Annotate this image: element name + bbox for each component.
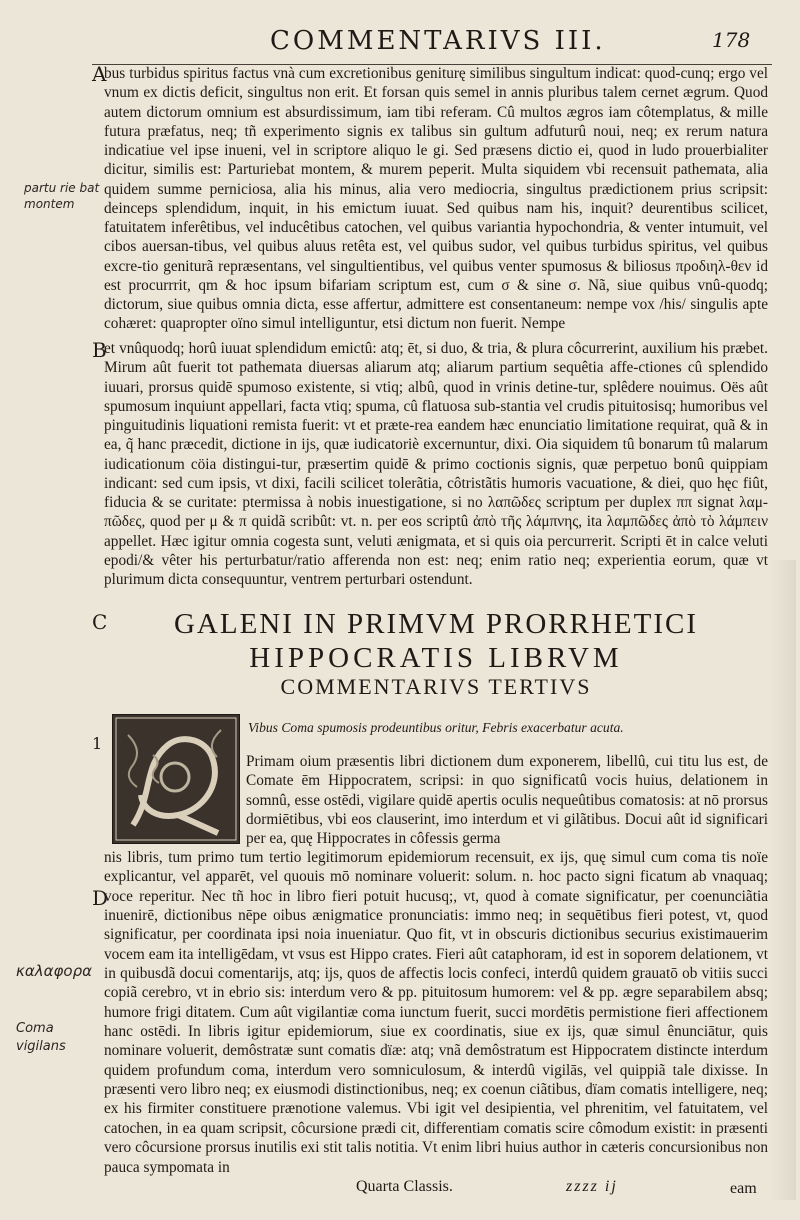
decorated-initial-q-icon [112,714,240,844]
section-heading-line3: COMMENTARIVS TERTIVS [280,674,592,699]
margin-number-1: 1 [92,734,103,753]
text-block-3-full [104,848,768,1177]
page-number: 178 [712,28,751,52]
margin-letter-d: D [92,886,109,910]
bleed-through-shadow [770,560,796,1200]
handwritten-note-3: Coma vigilans [16,1021,66,1054]
catchword: eam [730,1180,757,1197]
section-heading-line2: HIPPOCRATIS LIBRVM [249,642,623,674]
running-head [0,24,800,60]
margin-letter-b: B [92,338,107,362]
paragraph: Primam oium præsentis libri dictionem dum exponerem, libellû, cui titu lus est, de Comate ēm Hippocratem, scripsi: in quo significatû vocis huius, delationem in somnû, esse ostēdi, vigilare quidē apertis oculis nequeûtibus comatosis: at nō prorsus dormiētibus, vbi eos clauserint, imo interdum et vi gilãtibus. Docui aût id significari per ea, quę Hippocrates in côfessis germa [246,753,768,848]
text-block-2 [104,339,768,589]
ornament-icon [113,715,239,843]
page-footer [0,1178,800,1208]
paragraph: et vnûquodq; horû iuuat splendidum emictû: atq; ēt, si duo, & tria, & plura côcurrerint, auxilium his præbet. Mirum aût fuerit tot pathemata diuersas aliarum atq; aliarum partium sequêtia affe-ctiones cû splendido iuuari, prorsus quidē spumoso existente, si vtiq; albû, quod in vrinis detine-tur, splêdere nouimus. Oës aût spumosum inquiunt appellari, facta vtiq; spuma, cû flatuosa sub-stantia vel crudis pituitosisq; humoribus vel pinguitudinis liquationi remista fuerit: vt et præte-rea eandem hæc enunciatio limitatione requirat, quã & in ea, q̃ hanc præcedit, dictione in ijs, quæ iudicatoriè excernuntur, dixi. Oia siquidem tû bonarum tû malarum iudicationum cöia distingui-tur, præsertim quidē & primo coctionis signis, quæ perpetuo bonû quippiam indicant: sed cum ipsis, vt dixi, facili scilicet tolerãtia, côtristãtis humoris vacuatione, & diei, quo hęc fiût, fiducia & se curitate: ptermissa à nobis inuestigatione, si no λαπῶδες scriptum per duplex ππ signat λαμ-πῶδες, quod per μ & π quidã scribût: vt. n. per eos scriptû ἀπὸ τῆς λάμπνης, ita λαμπῶδες ἀπὸ τὸ λάμπειν appellet. Hæc igitur omnia cogesta sunt, veluti ænigmata, et si quis oia percurrerit. Scripti ēt in calce veluti epodi/& vêter his perturbatur/ratio afferenda non est: neq; enim ratio neq; experientia eorum, quæ vt plurimum dicta consequuntur, ventrem perturbari ostendunt. [104,340,768,588]
section-heading-line1: GALENI IN PRIMVM PRORRHETICI [173,608,699,640]
paragraph: nis libris, tum primo tum tertio legitimorum epidemiorum recensuit, ex ijs, quę simul cum coma tis noïe explicantur, vel apparēt, vel quouis mō nominare voluerit: solum. n. hoc pacto signi ficatum ab vnaquaq; voce reperitur. Nec tñ hoc in libro fieri potuit hucusq;, vt, quod à comate significatur, per coenunciãtia inuenirē, dictionibus nēpe oibus ænigmatice pronunciatis: immo neq; in sequētibus fieri potest, vt, quod significatur, per coordinata ipsi noia inueniatur. Quo fit, vt in obscuris dictionibus securius existimauerim vocem eam ita intelligēdam, vt vsus est Hippo crates. Fieri aût cataphoram, id est in soporem delationem, vt in quibusdã docui comentarijs, atq; ijs, quos de affectis locis confeci, interdû quidem grauatō ob vitiis succi copiã cerebro, vt in ebrio sis: interdum vero & pp. pituitosum humorem: vel & pp. ægre separabilem absq; humore frigi ditatem. Cum aût vigilantiæ coma iunctum fuerit, succi mordētis permistione fieri affectionem hanc ostēdi. In libris igitur epidemiorum, siue ex coordinatis, siue ex ijs, quæ simul ênunciātur, quis nominare voluerit, demôstratæ sunt comatis dïæ: atq; vnã demôstratum est Hippocratem distincte interdum quidem profundum coma, interdum vero somniculosum, & interdû vigilās, vel quippiã tale dixisse. In præsenti vero libro neq; ex eiusmodi distinctionibus, neq; ex coenun ciãtibus, dïam comatis intelligere, neq; ex his firmiter constituere prænotione valemus. Vbi igit vel desipientia, vel phrenitim, vel fatuitatem, vel catochen, in ea quam scripsit, côcursione prædi cit, differentiam comatis scire cômodum existit: in præsenti vero côcursione prorsus inutilis exi stit talis notitia. Vt enim libri huius author in cæteris concursionibus non pauca sympomata in [104,849,768,1176]
margin-letter-a: A [92,62,107,86]
paragraph: bus turbidus spiritus factus vnà cum excretionibus geniturę similibus singultum indicat: quod-cunq; ergo vel vnum ex dictis deficit, singultus non erit. Et forsan quis semel in annis pluribus talem cernet ægrum. Quod autem dictorum omnium est absurdissimum, iam tibi referam. Cû multos ægros iam côtemplatus, & mille futura præfatus, neq; tñ experimento signis ex talibus sin gultum adfuturû noui, neq; ex rerum natura indicatiue vel ipse inueni, vel in scriptore aliquo le gi. Sed præsens dictio ei, quod in ludo prouerbialiter dicitur, similis est: Parturiebat montem, & murem peperit. Multa siquidem vbi recensuit pathemata, alia quidem summe perniciosa, alia his minus, alia vero mediocria, singultus prædictionem prius scripsit: deinceps splendidum, inquit, in his emictum iuuat. Sed quibus nam his, inquit? deurentibus scilicet, fatuitatem inferêtibus, vel inducêtibus catochen, vel quibus variantia hypochondria, & venter intumuit, vel cibos auersan-tibus, vel quibus aluus retêta est, vel quibus sudor, vel quibus turbidus spiritus, vel quibus excre-tio geniturã repræsentans, vel singultientibus, vel quibus venter spumosus & biliosus προδιηλ-θεν id est procurrrit, qm & hoc ipsum bifariam scriptum est, cum σ & sine σ. Nã, siue quibus vnû-quodq; dictorum, siue quibus omnia dicta, esse affertur, admittere est consentaneum: nempe vox /his/ singulis apte cohæret: quapropter oïno simul intelliguntur, etsi dictum non fuerit. Nempe [104,65,768,333]
handwritten-note-1: partu rie bat montem [24,181,100,211]
lemma-text: Vibus Coma spumosis prodeuntibus oritur, Febris exacerbatur acuta. [248,720,624,735]
margin-letter-c: C [92,610,108,634]
signature-line: Quarta Classis. [356,1178,453,1195]
text-block-1 [104,64,768,334]
running-title: COMMENTARIVS III. [270,26,606,56]
text-block-3-narrow [246,752,768,848]
gathering-mark: zzzz ij [566,1178,618,1195]
handwritten-note-2: καλαφορα [16,962,92,980]
